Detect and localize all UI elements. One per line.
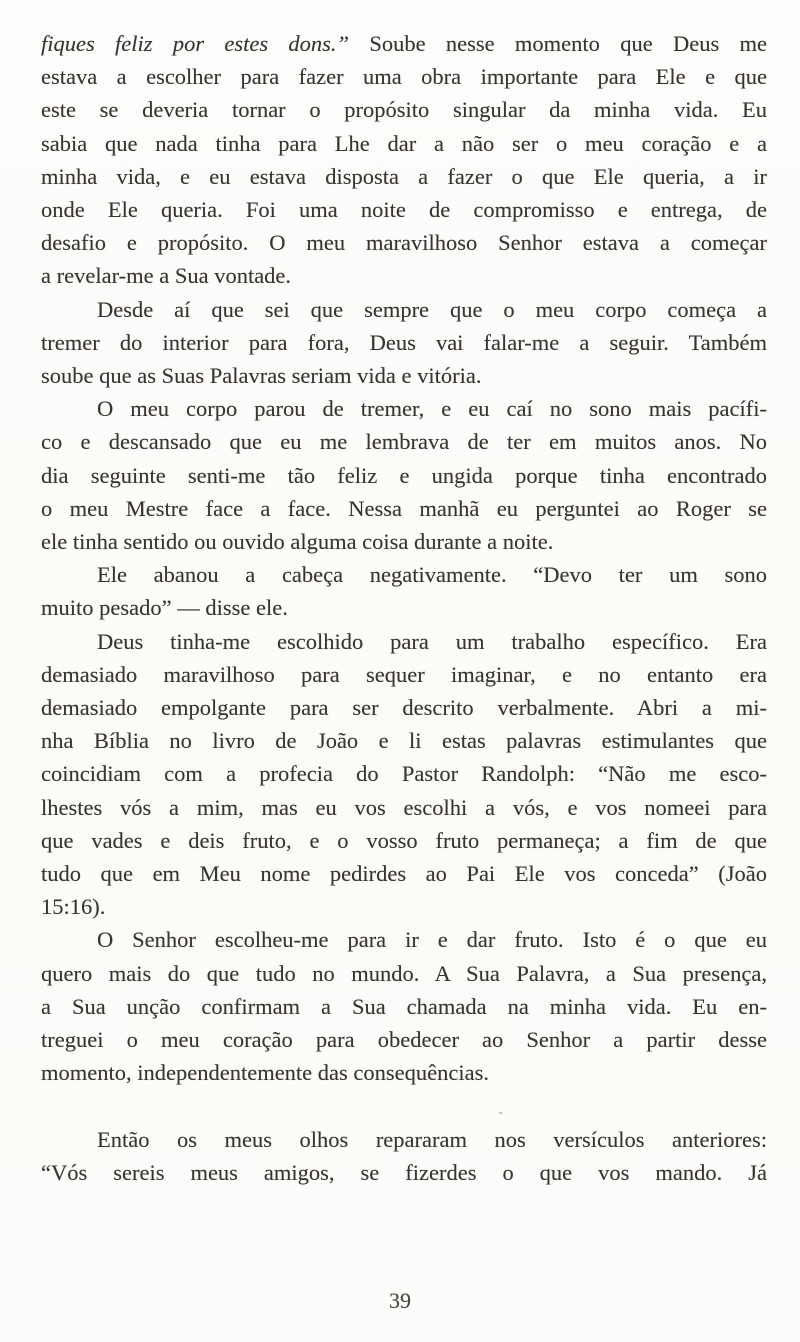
text-segment: minha vida, e eu estava disposta a fazer o que Ele queria, a ir (41, 163, 767, 189)
text-line (41, 60, 767, 93)
text-line (41, 558, 767, 591)
text-segment: nha Bíblia no livro de João e li estas palavras estimulantes que (41, 728, 767, 754)
section-break (41, 1090, 767, 1123)
text-line (41, 359, 767, 392)
text-segment: lhestes vós a mim, mas eu vos escolhi a vós, e vos nomeei para (41, 794, 767, 820)
text-segment: muito pesado” — disse ele. (41, 595, 288, 621)
text-line (41, 1156, 767, 1189)
text-segment: a revelar-me a Sua vontade. (41, 263, 292, 289)
text-line (41, 392, 767, 425)
text-line (41, 591, 767, 624)
text-segment: Ele abanou a cabeça negativamente. “Devo ter um sono (97, 562, 767, 588)
text-line (41, 824, 767, 857)
text-line (41, 525, 767, 558)
text-segment: onde Ele queria. Foi uma noite de compromisso e entrega, de (41, 197, 767, 223)
text-line (41, 193, 767, 226)
text-line (41, 27, 767, 60)
text-segment: O meu corpo parou de tremer, e eu caí no sono mais pacífi- (97, 396, 767, 422)
paragraph (41, 625, 767, 924)
text-segment: tudo que em Meu nome pedirdes ao Pai Ele vos conceda” (João (41, 861, 767, 887)
text-line (41, 791, 767, 824)
text-segment: tremer do interior para fora, Deus vai falar-me a seguir. Também (41, 329, 767, 355)
section-separator-mark: - (498, 1104, 505, 1120)
text-segment: 15:16). (41, 894, 106, 920)
text-line (41, 1056, 767, 1089)
text-line (41, 492, 767, 525)
text-line (41, 259, 767, 292)
text-segment: “Vós sereis meus amigos, se fizerdes o que vos mando. Já (41, 1159, 767, 1185)
text-line (41, 425, 767, 458)
paragraph (41, 27, 767, 293)
text-line (41, 691, 767, 724)
paragraph (41, 1123, 767, 1189)
text-line (41, 326, 767, 359)
paragraph (41, 293, 767, 393)
text-segment: quero mais do que tudo no mundo. A Sua Palavra, a Sua presença, (41, 960, 767, 986)
text-line (41, 923, 767, 956)
text-segment: dia seguinte senti-me tão feliz e ungida porque tinha encontrado (41, 462, 767, 488)
text-segment: estava a escolher para fazer uma obra importante para Ele e que (41, 64, 767, 90)
text-segment: que vades e deis fruto, e o vosso fruto permaneça; a fim de que (41, 827, 767, 853)
text-line (41, 724, 767, 757)
paragraph (41, 923, 767, 1089)
text-segment: soube que as Suas Palavras seriam vida e vitória. (41, 363, 482, 389)
text-segment: sabia que nada tinha para Lhe dar a não ser o meu coração e a (41, 130, 767, 156)
text-segment: a Sua unção confirmam a Sua chamada na minha vida. Eu en- (41, 993, 767, 1019)
text-line (41, 293, 767, 326)
text-segment: O Senhor escolheu-me para ir e dar fruto. Isto é o que eu (97, 927, 767, 953)
text-line (41, 625, 767, 658)
text-segment: desafio e propósito. O meu maravilhoso Senhor estava a começar (41, 230, 767, 256)
page-number: 39 (389, 1288, 411, 1313)
text-line (41, 658, 767, 691)
text-line (41, 957, 767, 990)
text-segment: demasiado maravilhoso para sequer imaginar, e no entanto era (41, 661, 767, 687)
text-segment: momento, independentemente das consequências. (41, 1060, 489, 1086)
text-line (41, 857, 767, 890)
text-segment: Desde aí que sei que sempre que o meu corpo começa a (97, 296, 767, 322)
text-line (41, 1023, 767, 1056)
text-line (41, 890, 767, 923)
text-line (41, 160, 767, 193)
text-segment: coincidiam com a profecia do Pastor Randolph: “Não me esco- (41, 761, 767, 787)
paragraph (41, 392, 767, 558)
text-line (41, 459, 767, 492)
paragraph (41, 558, 767, 624)
text-segment: Deus tinha-me escolhido para um trabalho específico. Era (97, 628, 767, 654)
text-segment: co e descansado que eu me lembrava de ter em muitos anos. No (41, 429, 767, 455)
text-segment: ele tinha sentido ou ouvido alguma coisa durante a noite. (41, 529, 554, 555)
text-line (41, 757, 767, 790)
text-segment: treguei o meu coração para obedecer ao Senhor a partir desse (41, 1027, 767, 1053)
text-line (41, 990, 767, 1023)
text-segment: Soube nesse momento que Deus me (369, 31, 767, 56)
text-segment: este se deveria tornar o propósito singular da minha vida. Eu (41, 97, 767, 123)
text-line (41, 93, 767, 126)
text-segment: demasiado empolgante para ser descrito verbalmente. Abri a mi- (41, 695, 767, 721)
italic-text-segment: fiques feliz por estes dons.” (41, 31, 370, 56)
text-line (41, 1123, 767, 1156)
text-segment: Então os meus olhos repararam nos versículos anteriores: (97, 1126, 767, 1152)
text-block (41, 27, 767, 1189)
text-line (41, 127, 767, 160)
text-segment: o meu Mestre face a face. Nessa manhã eu perguntei ao Roger se (41, 495, 767, 521)
text-line (41, 226, 767, 259)
